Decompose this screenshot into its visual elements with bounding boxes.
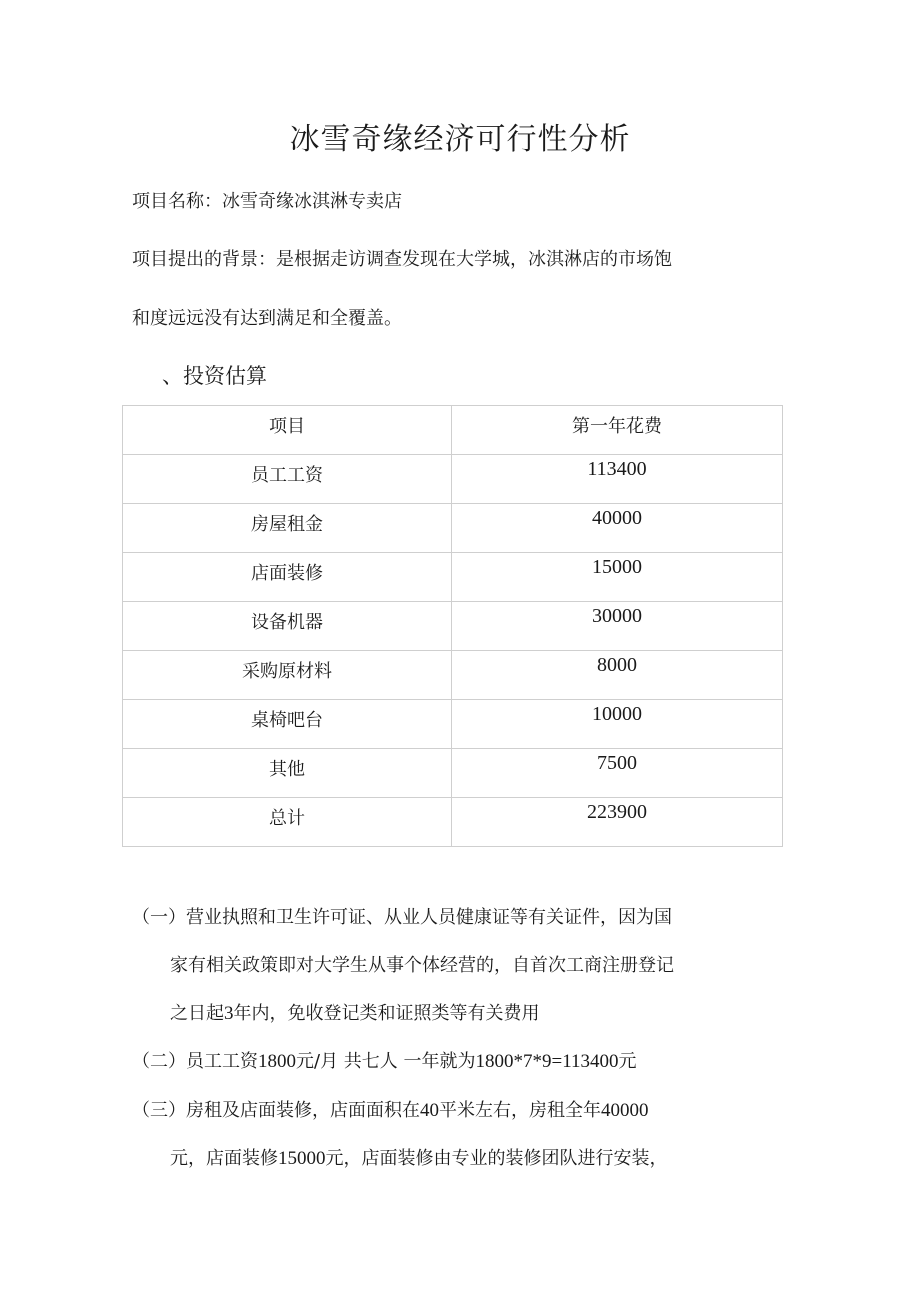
- section-heading-investment: 、投资估算: [162, 364, 267, 388]
- note-3-text-c: 元，店面装修: [170, 1148, 278, 1169]
- row-cost: 7500: [597, 752, 637, 774]
- row-item: 员工工资: [251, 465, 323, 486]
- table-cell: [123, 602, 452, 651]
- table-cell: [452, 700, 783, 749]
- table-row: [123, 455, 783, 504]
- row-item: 采购原材料: [242, 661, 332, 682]
- document-title: 冰雪奇缘经济可行性分析: [289, 122, 631, 157]
- note-1-number: 3: [224, 1003, 234, 1024]
- table-cell: [452, 798, 783, 847]
- table-row: [123, 700, 783, 749]
- header-cost: 第一年花费: [572, 416, 662, 437]
- table-cell: [123, 504, 452, 553]
- note-3-line-2: [170, 1144, 668, 1170]
- note-2-number-1: 1800: [258, 1051, 296, 1072]
- table-cell: [123, 455, 452, 504]
- note-3-number-1: 40: [420, 1100, 439, 1121]
- note-3-text-d: 元，店面装修由专业的装修团队进行安装，: [325, 1148, 668, 1169]
- table-cell: [452, 651, 783, 700]
- row-item: 桌椅吧台: [251, 710, 323, 731]
- note-1-line-3: [170, 999, 540, 1025]
- note-3-text-a: （三）房租及店面装修，店面面积在: [132, 1100, 420, 1121]
- table-cell: [123, 553, 452, 602]
- note-1-text-a: 之日起: [170, 1003, 224, 1024]
- table-row: [123, 553, 783, 602]
- row-cost: 113400: [587, 458, 647, 480]
- table-cell: [123, 700, 452, 749]
- table-cell: [452, 504, 783, 553]
- table-row-total: [123, 798, 783, 847]
- note-2-number-2: 1800*7*9=113400: [475, 1051, 619, 1072]
- row-item: 设备机器: [251, 612, 323, 633]
- table-cell: [452, 553, 783, 602]
- row-cost: 15000: [592, 556, 642, 578]
- table-row: [123, 651, 783, 700]
- row-cost: 223900: [587, 801, 647, 823]
- note-2-text-b: 元/月 共七人 一年就为: [296, 1051, 476, 1072]
- note-1-line-2: 家有相关政策即对大学生从事个体经营的，自首次工商注册登记: [170, 955, 674, 976]
- row-item: 其他: [269, 759, 305, 780]
- note-2-text-a: （二）员工工资: [132, 1051, 258, 1072]
- note-3-number-3: 15000: [278, 1148, 326, 1169]
- header-item: 项目: [269, 416, 305, 437]
- table-cell: [123, 749, 452, 798]
- table-cell: [452, 602, 783, 651]
- note-3-line-1: [132, 1096, 649, 1122]
- row-cost: 8000: [597, 654, 637, 676]
- note-2-line: [132, 1047, 637, 1073]
- table-cell: [452, 455, 783, 504]
- table-header-cell: [123, 406, 452, 455]
- background-line-1: 项目提出的背景：是根据走访调查发现在大学城，冰淇淋店的市场饱: [132, 249, 672, 270]
- table-row: [123, 749, 783, 798]
- note-3-number-2: 40000: [601, 1100, 649, 1121]
- project-name-line: 项目名称：冰雪奇缘冰淇淋专卖店: [132, 191, 402, 212]
- row-cost: 10000: [592, 703, 642, 725]
- note-3-text-b: 平米左右，房租全年: [439, 1100, 601, 1121]
- row-item: 店面装修: [251, 563, 323, 584]
- table-header-row: [123, 406, 783, 455]
- table-cell: [123, 798, 452, 847]
- investment-table: [122, 405, 783, 847]
- table-row: [123, 504, 783, 553]
- row-cost: 40000: [592, 507, 642, 529]
- table-cell: [452, 749, 783, 798]
- table-header-cell: [452, 406, 783, 455]
- row-cost: 30000: [592, 605, 642, 627]
- note-2-text-c: 元: [618, 1051, 637, 1072]
- background-line-2: 和度远远没有达到满足和全覆盖。: [132, 308, 402, 329]
- note-1-text-b: 年内，免收登记类和证照类等有关费用: [233, 1003, 540, 1024]
- table-cell: [123, 651, 452, 700]
- row-item: 总计: [269, 808, 305, 829]
- row-item: 房屋租金: [251, 514, 323, 535]
- note-1-line-1: （一）营业执照和卫生许可证、从业人员健康证等有关证件，因为国: [132, 907, 672, 928]
- table-row: [123, 602, 783, 651]
